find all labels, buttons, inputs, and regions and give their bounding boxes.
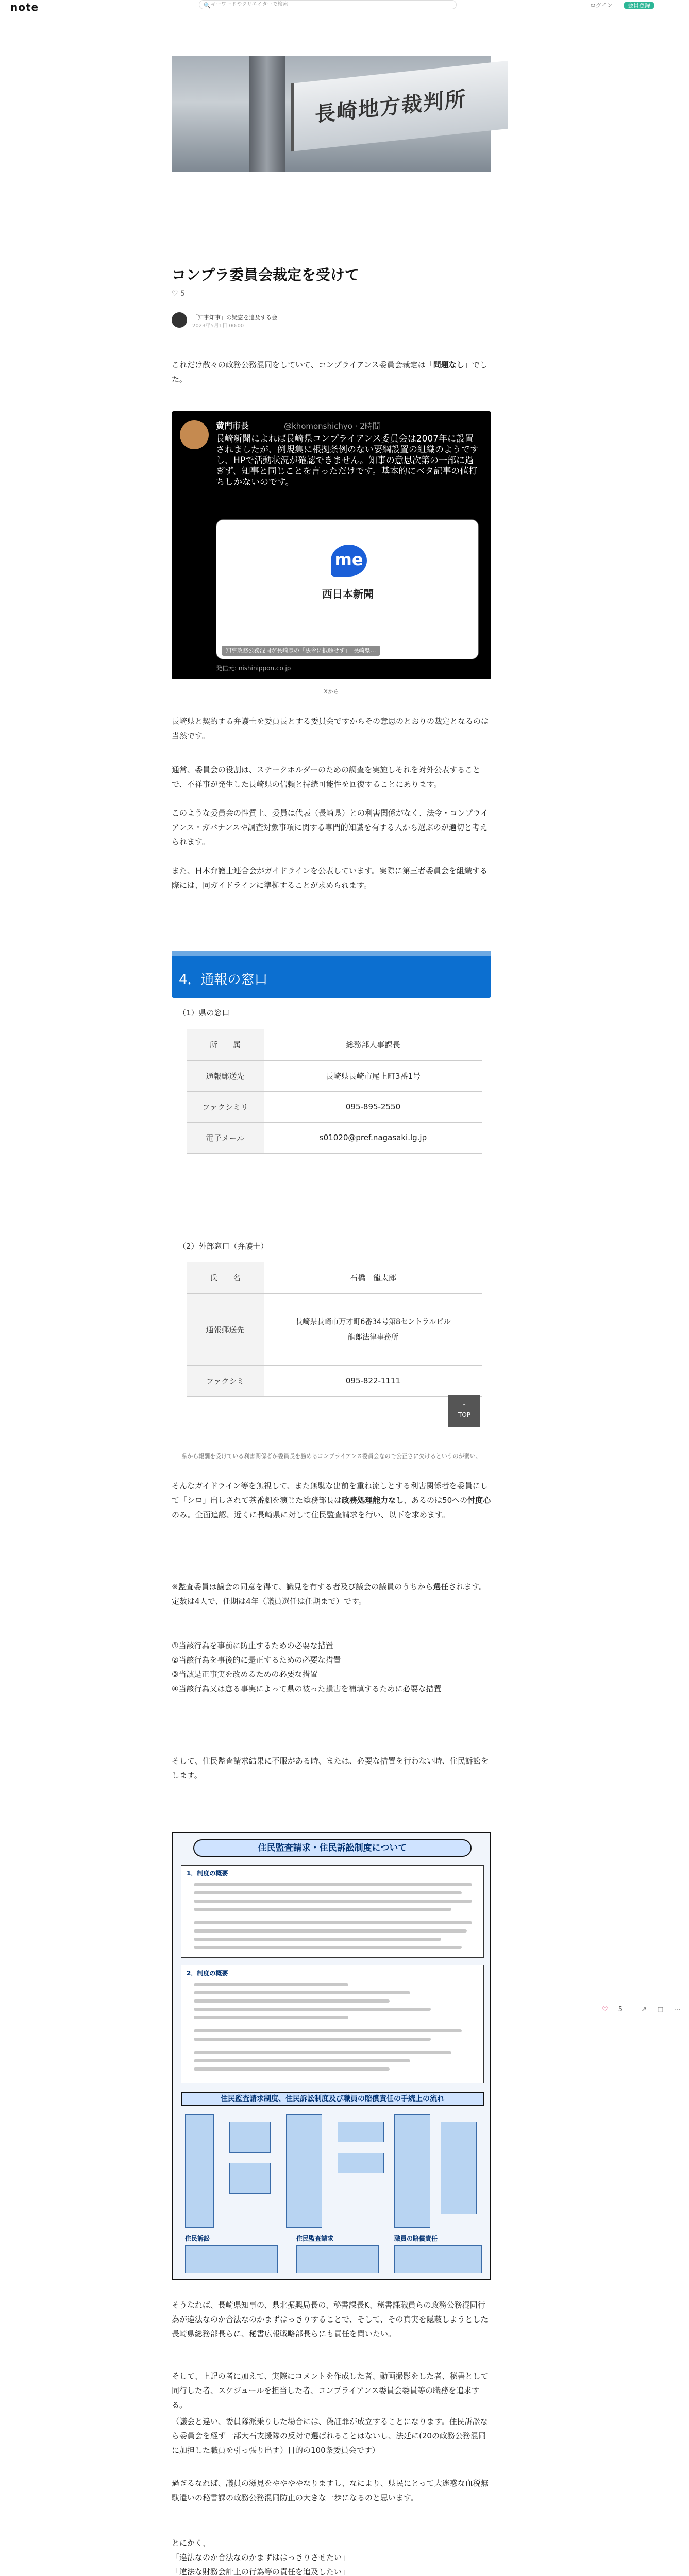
share-icon[interactable]: ↗	[641, 2006, 647, 2013]
flyer-heading: 住民監査請求・住民訴訟制度について	[193, 1839, 472, 1857]
external-window-table	[187, 1262, 482, 1397]
table-key: 氏 名	[187, 1262, 264, 1293]
list-item: ①当該行為を事前に防止するための必要な措置	[172, 1641, 333, 1650]
bookmark-icon[interactable]: □	[657, 2006, 664, 2013]
post-avatar	[180, 420, 209, 449]
article-title: コンプラ委員会裁定を受けて	[172, 266, 360, 283]
paragraph-6: そんなガイドライン等を無視して、また無駄な出前を重ね流しとする利害関係者を委員にして「シロ」出しされて茶番劇を演じた総務部長は政務処理能力なし、あるのは50への忖度心のみ。全面追認、近くに長崎県に対して住民監査請求を行い、以下を求めます。	[172, 1481, 491, 1519]
flyer-label-liability: 職員の賠償責任	[394, 2235, 438, 2242]
link-card[interactable]	[216, 519, 479, 659]
table-row	[187, 1122, 482, 1153]
list-item: ②当該行為を事後的に是正するための必要な措置	[172, 1655, 341, 1665]
flyer-flow-bar: 住民監査請求制度、住民訴訟制度及び職員の賠償責任の手続上の流れ	[181, 2092, 484, 2106]
site-logo[interactable]: note	[10, 1, 39, 13]
link-card-caption: 知事政務公務混同が長崎県の「法令に抵触せず」 長崎県…	[222, 646, 380, 656]
side-action-bar	[602, 2006, 689, 2013]
flyer-label-audit: 住民監査請求	[296, 2235, 334, 2242]
resident-audit-flyer-image	[172, 1832, 491, 2280]
author-name[interactable]: 「知事知事」の疑惑を追及する会	[192, 314, 277, 321]
post-text: 長崎新聞によれば長崎県コンプライアンス委員会は2007年に設置されましたが、例規集に根拠条例のない要綱設置の組織のようですし、HPで活動状況が確認できません。知事の意思次第の一部に過ぎず、知事と同じことを言っただけです。基本的にベタ記事の値打ちしかないのです。	[216, 434, 479, 487]
courthouse-sign-text: 長崎地方裁判所	[315, 87, 466, 127]
paragraph-7: ※監査委員は議会の同意を得て、識見を有する者及び議会の議員のうちから選任されます。定数は4人で、任期は4年（議員選任は任期まで）です。	[172, 1582, 487, 1606]
table-value[interactable]: s01020@pref.nagasaki.lg.jp	[264, 1122, 482, 1153]
section-heading-text: 4．通報の窓口	[179, 972, 268, 988]
search-icon: 🔍	[204, 2, 211, 9]
table-key: ファクシミ	[187, 1365, 264, 1396]
list-item: ④当該行為又は怠る事実によって県の被った損害を補填するために必要な措置	[172, 1684, 442, 1693]
table-value: 095-895-2550	[264, 1091, 482, 1122]
table-row	[187, 1293, 482, 1365]
table-row	[187, 1365, 482, 1396]
post-handle: @khomonshichyo · 2時間	[284, 421, 380, 431]
subheading-external-window: （2）外部窓口（弁護士）	[178, 1242, 268, 1251]
embedded-post[interactable]	[172, 411, 491, 679]
more-icon[interactable]: ⋯	[674, 2006, 681, 2013]
signup-button[interactable]: 会員登録	[624, 2, 654, 9]
flyer-label-lawsuit: 住民訴訟	[185, 2235, 210, 2242]
table-caption: 県から報酬を受けている利害関係者が委員長を務めるコンプライアンス委員会なので公正さに欠けるというのが弱い。	[181, 1453, 481, 1460]
table-key: ファクシミリ	[187, 1091, 264, 1122]
paragraph-2: 長崎県と契約する弁護士を委員長とする委員会ですからその意思のとおりの裁定となるのは当然です。	[172, 717, 489, 740]
title-like-value: 5	[180, 290, 185, 298]
subheading-prefecture-window: （1）県の窓口	[178, 1008, 230, 1018]
flyer-section-2: 2．制度の概要	[181, 1965, 484, 2083]
courthouse-sign	[291, 61, 508, 151]
table-row	[187, 1060, 482, 1091]
paragraph-3: 通常、委員会の役割は、ステークホルダーのための調査を実施しそれを対外公表することで、不祥事が発生した長崎県の信頼と持続可能性を回復することにあります。	[172, 765, 481, 789]
table-key: 通報郵送先	[187, 1293, 264, 1365]
link-source[interactable]: 発信元: nishinippon.co.jp	[216, 665, 291, 672]
embed-caption: Xから	[324, 688, 339, 695]
hero-image	[172, 56, 491, 172]
hero-pillar	[249, 56, 285, 172]
table-value: 石橋 龍太郎	[264, 1262, 482, 1293]
flyer-section-1: 1．制度の概要	[181, 1865, 484, 1958]
table-value: 総務部人事課長	[264, 1029, 482, 1060]
search-placeholder: キーワードやクリエイターで検索	[211, 2, 288, 7]
paragraph-11: そして、上記の者に加えて、実際にコメントを作成した者、動画撮影をした者、秘書として同行した者、スケジュールを担当した者、コンプライアンス委員会委員等の職務を追求する。	[172, 2371, 489, 2410]
header-links	[581, 1, 654, 9]
table-key: 所 属	[187, 1029, 264, 1060]
title-like-count[interactable]: ♡ 5	[172, 290, 185, 298]
table-value: 長崎県長崎市万才町6番34号第8セントラルビル 龍郎法律事務所	[264, 1293, 482, 1365]
side-like-button[interactable]: ♡ 5	[602, 2006, 623, 2013]
paragraph-13: 過ぎるなれば、議員の滋見をややややなりますし、なにより、県民にとって大迷惑な血税無駄遣いの秘書課の政務公務混同防止の大きな一歩になるのと思います。	[172, 2479, 489, 2502]
table-key: 電子メール	[187, 1122, 264, 1153]
login-link[interactable]: ログイン	[590, 2, 613, 9]
table-value: 長崎県長崎市尾上町3番1号	[264, 1060, 482, 1091]
site-header	[0, 0, 662, 11]
search-input[interactable]	[199, 0, 457, 9]
paragraph-15-list	[172, 2550, 491, 2576]
me-logo-icon: me	[331, 545, 367, 577]
newspaper-name: 西日本新聞	[322, 588, 374, 600]
table-value: 095-822-1111	[264, 1365, 482, 1396]
paragraph-8-list	[172, 1638, 491, 1696]
paragraph-10: そうなれば、長崎県知事の、県北振興局長の、秘書課長K、秘書課職員らの政務公務混同行為が違法なのか合法なのかまずはっきりすることで、そして、その真実を隠蔽しようとした長崎県総務部長らに、秘書広報戦略部長らにも責任を問いたい。	[172, 2300, 489, 2338]
post-date: 2023年5月1日 00:00	[192, 323, 244, 329]
paragraph-12: （議会と違い、委員隊派乗りした場合には、偽証罪が成立することになります。住民訴訟なら委員会を経ず一部大石支援隊の反対で選ばれることはないし、法廷に(20の政務公務混同に加担した職員を引っ張り出す）目的の100条委員会です）	[172, 2417, 488, 2455]
paragraph-intro: これだけ散々の政務公務混同をしていて、コンプライアンス委員会裁定は「問題なし」でした。	[172, 360, 488, 384]
list-item: ③当該是正事実を改めるための必要な措置	[172, 1670, 318, 1679]
section-heading	[172, 956, 491, 998]
prefecture-window-table	[187, 1029, 482, 1154]
avatar[interactable]	[172, 312, 187, 328]
list-item: 「違法なのか合法なのかまずははっきりさせたい」	[172, 2553, 350, 2562]
table-key: 通報郵送先	[187, 1060, 264, 1091]
post-author-name: 黄門市長	[216, 421, 249, 431]
paragraph-14: とにかく、	[172, 2538, 210, 2548]
table-row	[187, 1029, 482, 1060]
list-item: 「違法な財務会計上の行為等の責任を追及したい」	[172, 2567, 350, 2576]
paragraph-4: このような委員会の性質上、委員は代表（長崎県）との利害関係がなく、法令・コンプライアンス・ガバナンスや調査対象事項に関する専門的知識を有する人から選ぶのが適切と考えられます。	[172, 808, 489, 846]
table-row	[187, 1091, 482, 1122]
table-row	[187, 1262, 482, 1293]
paragraph-9: そして、住民監査請求結果に不服がある時、または、必要な措置を行わない時、住民訴訟をします。	[172, 1756, 489, 1780]
paragraph-5: また、日本弁護士連合会がガイドラインを公表しています。実際に第三者委員会を組織する際には、同ガイドラインに準拠することが求められます。	[172, 866, 488, 890]
scroll-top-button[interactable]: ⌃ TOP	[448, 1395, 480, 1427]
